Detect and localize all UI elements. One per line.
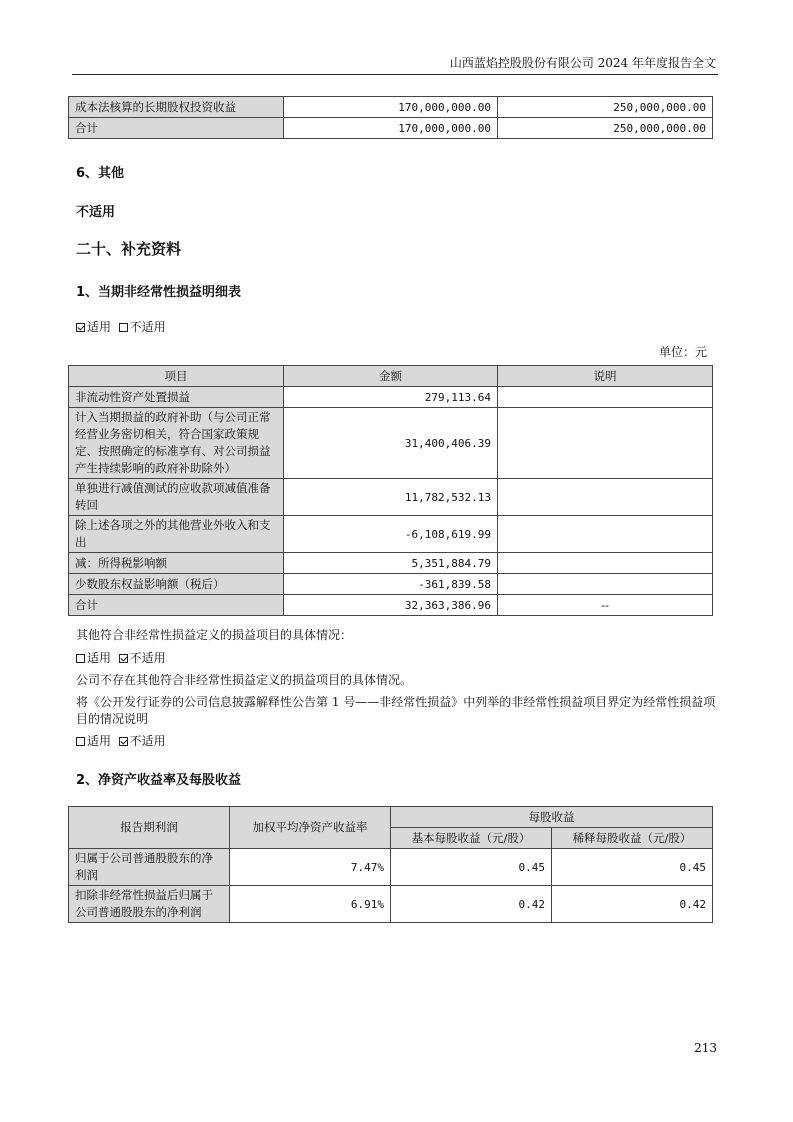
row-label: 非流动性资产处置损益	[69, 387, 284, 408]
investment-income-table	[68, 96, 713, 139]
page-number: 213	[694, 1041, 717, 1055]
chapter-heading: 二十、补充资料	[76, 240, 182, 258]
nonexist-text: 公司不存在其他符合非经常性损益定义的损益项目的具体情况。	[76, 673, 413, 687]
table-row	[69, 97, 713, 118]
col-header-amount: 金额	[284, 366, 498, 387]
classify-selector	[76, 733, 166, 750]
row-note	[498, 408, 713, 479]
row-label: 扣除非经常性损益后归属于公司普通股股东的净利润	[69, 886, 230, 923]
sub2-heading: 2、净资产收益率及每股收益	[76, 773, 242, 788]
row-diluted-eps: 0.45	[552, 849, 713, 886]
unit-label: 单位：元	[658, 345, 707, 359]
checked-box-icon	[119, 654, 128, 663]
other-items-text: 其他符合非经常性损益定义的损益项目的具体情况：	[76, 628, 353, 642]
not-applicable-label: 不适用	[129, 734, 166, 748]
table-row	[69, 886, 713, 923]
not-applicable-label: 不适用	[129, 320, 166, 334]
row-label: 合计	[69, 595, 284, 616]
classify-text: 将《公开发行证券的公司信息披露解释性公告第 1 号——非经常性损益》中列举的非经常性损益项目界定为经常性损益项目的情况说明	[76, 695, 716, 726]
row-note	[498, 479, 713, 516]
row-label: 计入当期损益的政府补助（与公司正常经营业务密切相关，符合国家政策规定、按照确定的标准享有、对公司损益产生持续影响的政府补助除外）	[69, 408, 284, 479]
header-title: 山西蓝焰控股股份有限公司 2024 年年度报告全文	[449, 56, 716, 70]
row-note	[498, 553, 713, 574]
row-label: 成本法核算的长期股权投资收益	[69, 97, 284, 118]
col-header-profit: 报告期利润	[69, 807, 230, 849]
row-amount: 11,782,532.13	[284, 479, 498, 516]
row-amount: -361,839.58	[284, 574, 498, 595]
empty-box-icon	[76, 737, 85, 746]
row-diluted-eps: 0.42	[552, 886, 713, 923]
row-basic-eps: 0.45	[391, 849, 552, 886]
row-label: 减：所得税影响额	[69, 553, 284, 574]
table-row	[69, 516, 713, 553]
col-header-item: 项目	[69, 366, 284, 387]
table-row	[69, 849, 713, 886]
table-row	[69, 118, 713, 139]
row-note: --	[498, 595, 713, 616]
applicable-label: 适用	[87, 734, 112, 748]
row-amount: 279,113.64	[284, 387, 498, 408]
row-note	[498, 574, 713, 595]
section-6-text: 不适用	[76, 205, 116, 220]
empty-box-icon	[119, 323, 128, 332]
non-recurring-table	[68, 365, 713, 616]
section-6-heading: 6、其他	[76, 166, 125, 181]
row-label: 单独进行减值测试的应收款项减值准备转回	[69, 479, 284, 516]
checked-box-icon	[119, 737, 128, 746]
table-row	[69, 574, 713, 595]
roe-eps-table	[68, 806, 713, 923]
table-header-row	[69, 807, 713, 828]
row-label: 除上述各项之外的其他营业外收入和支出	[69, 516, 284, 553]
other-items-selector	[76, 650, 166, 667]
table-row	[69, 408, 713, 479]
col-header-roe: 加权平均净资产收益率	[230, 807, 391, 849]
checked-box-icon	[76, 323, 85, 332]
applicability-selector	[76, 319, 166, 336]
row-note	[498, 387, 713, 408]
applicable-label: 适用	[87, 320, 112, 334]
row-amount: 5,351,884.79	[284, 553, 498, 574]
table-row	[69, 553, 713, 574]
row-label: 合计	[69, 118, 284, 139]
col-header-diluted: 稀释每股收益（元/股）	[552, 828, 713, 849]
row-amount: -6,108,619.99	[284, 516, 498, 553]
current-value: 170,000,000.00	[284, 97, 498, 118]
col-header-note: 说明	[498, 366, 713, 387]
table-row	[69, 387, 713, 408]
previous-value: 250,000,000.00	[498, 118, 713, 139]
row-roe: 6.91%	[230, 886, 391, 923]
row-label: 归属于公司普通股股东的净利润	[69, 849, 230, 886]
table-row	[69, 595, 713, 616]
sub1-heading: 1、当期非经常性损益明细表	[76, 285, 242, 300]
applicable-label: 适用	[87, 651, 112, 665]
row-amount: 32,363,386.96	[284, 595, 498, 616]
row-amount: 31,400,406.39	[284, 408, 498, 479]
row-basic-eps: 0.42	[391, 886, 552, 923]
current-value: 170,000,000.00	[284, 118, 498, 139]
row-label: 少数股东权益影响额（税后）	[69, 574, 284, 595]
col-header-basic: 基本每股收益（元/股）	[391, 828, 552, 849]
previous-value: 250,000,000.00	[498, 97, 713, 118]
table-row	[69, 479, 713, 516]
not-applicable-label: 不适用	[129, 651, 166, 665]
row-note	[498, 516, 713, 553]
table-header-row	[69, 366, 713, 387]
page-header	[72, 48, 718, 75]
col-header-eps: 每股收益	[391, 807, 713, 828]
empty-box-icon	[76, 654, 85, 663]
row-roe: 7.47%	[230, 849, 391, 886]
